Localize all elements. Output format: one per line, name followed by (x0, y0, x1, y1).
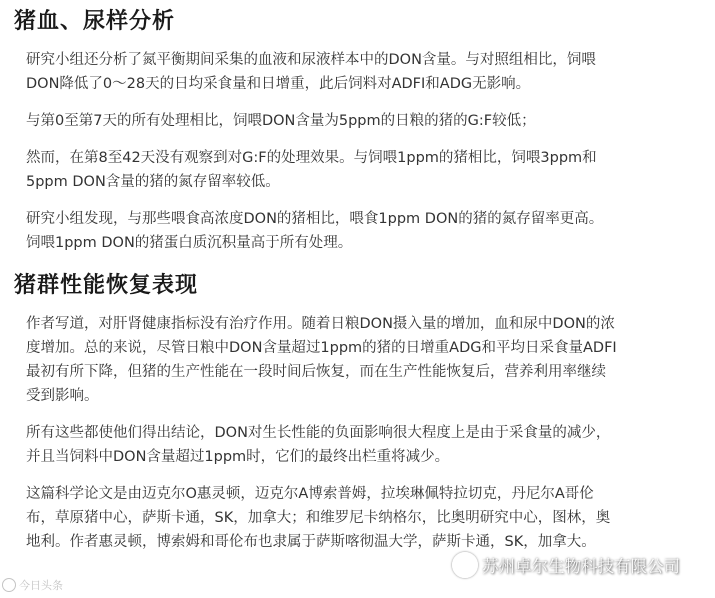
paragraph (0, 312, 715, 408)
paragraph (0, 421, 715, 469)
paragraph-line: 受到影响。 (26, 388, 99, 404)
watermark-text: 苏州卓尔生物科技有限公司 (482, 557, 680, 576)
paragraph-line: 然而，在第8至42天没有观察到对G:F的处理效果。与饲喂1ppm的猪相比，饲喂3ppm和 (26, 150, 597, 166)
paragraph-line: 研究小组发现，与那些喂食高浓度DON的猪相比，喂食1ppm DON的猪的氮存留率更高。 (26, 211, 604, 227)
section-title: 猪群性能恢复表现 (14, 272, 199, 298)
paragraph-line: 最初有所下降，但猪的生产性能在一段时间后恢复，而在生产性能恢复后，营养利用率继续 (26, 364, 606, 380)
section-heading (4, 2, 715, 36)
paragraph-line: 作者写道，对肝肾健康指标没有治疗作用。随着日粮DON摄入量的增加，血和尿中DON的浓 (26, 316, 615, 332)
watermark-left (2, 577, 63, 593)
paragraph (0, 48, 715, 96)
watermark-right (452, 552, 680, 578)
paragraph-line: DON降低了0～28天的日均采食量和日增重，此后饲料对ADFI和ADG无影响。 (26, 76, 531, 92)
paragraph (0, 207, 715, 255)
watermark-source-icon (2, 578, 16, 592)
heading-bar (4, 271, 8, 295)
watermark-logo-icon (452, 552, 478, 578)
section-title: 猪血、尿样分析 (14, 8, 176, 34)
heading-bar (4, 7, 8, 31)
paragraph (0, 482, 715, 554)
paragraph (0, 146, 715, 194)
paragraph-line: 研究小组还分析了氮平衡期间采集的血液和尿液样本中的DON含量。与对照组相比，饲喂 (26, 52, 596, 68)
paragraph-line: 布，草原猪中心，萨斯卡通，SK，加拿大；和维罗尼卡纳格尔，比奥明研究中心，图林，奥 (26, 510, 611, 526)
paragraph-line: 并且当饲料中DON含量超过1ppm时，它们的最终出栏重将减少。 (26, 449, 450, 465)
paragraph-line: 饲喂1ppm DON的猪蛋白质沉积量高于所有处理。 (26, 235, 353, 251)
paragraph-line: 地利。作者惠灵顿，博索姆和哥伦布也隶属于萨斯喀彻温大学，萨斯卡通，SK，加拿大。 (26, 534, 596, 550)
paragraph-line: 所有这些都使他们得出结论，DON对生长性能的负面影响很大程度上是由于采食量的减少， (26, 425, 611, 441)
paragraph-line: 5ppm DON含量的猪的氮存留率较低。 (26, 174, 280, 190)
section-heading (4, 266, 715, 300)
paragraph-line: 度增加。总的来说，尽管日粮中DON含量超过1ppm的猪的日增重ADG和平均日采食量ADFI (26, 340, 617, 356)
watermark-source-text: 今日头条 (19, 579, 63, 592)
paragraph-line: 这篇科学论文是由迈克尔O惠灵顿，迈克尔A博索普姆，拉埃琳佩特拉切克，丹尼尔A哥伦 (26, 486, 594, 502)
paragraph-line: 与第0至第7天的所有处理相比，饲喂DON含量为5ppm的日粮的猪的G:F较低； (26, 113, 536, 129)
paragraph (0, 109, 715, 133)
